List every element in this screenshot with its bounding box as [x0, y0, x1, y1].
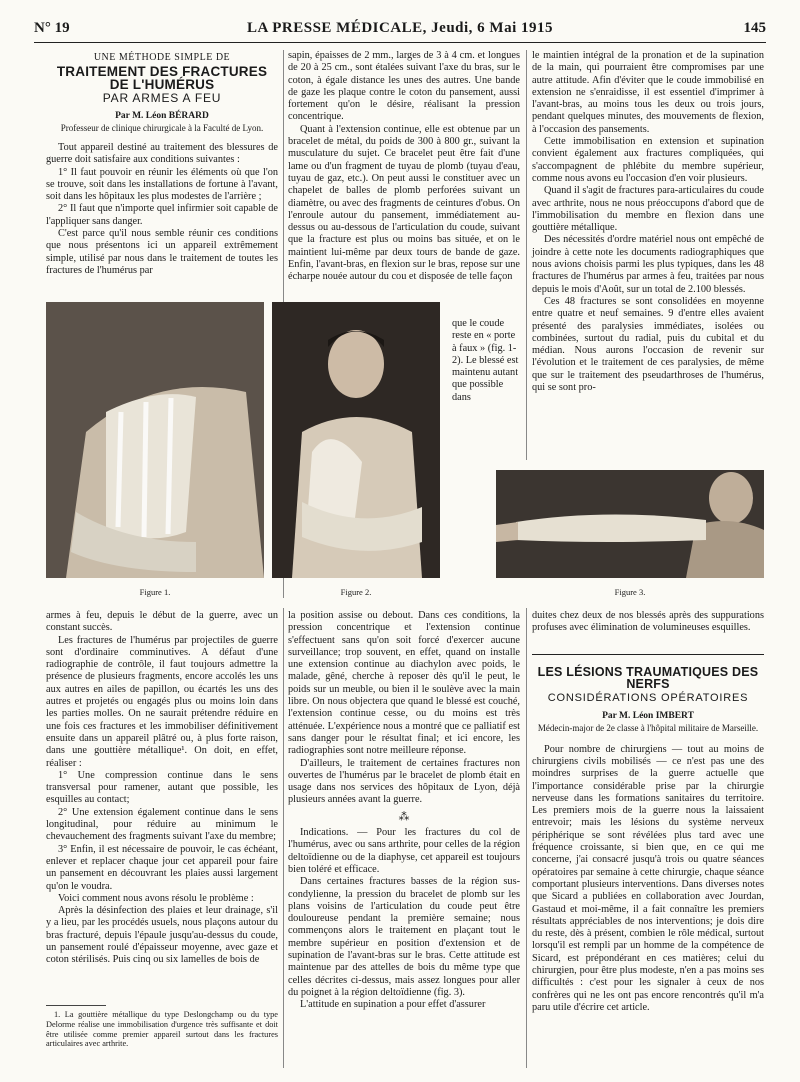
paragraph: 1° Il faut pouvoir en réunir les éléments où que l'on se trouve, soit dans les installations de fortune à l'avant, soit dans les hôpitaux les plus modestes de l'arrière ;	[46, 166, 278, 203]
column-2-bottom	[288, 610, 520, 1012]
figure-3-photo	[496, 470, 764, 578]
paragraph: la position assise ou debout. Dans ces conditions, la pression concentrique et l'extension continue s'effectuent sans qu'on soit forcé d'exercer aucune surveillance; trop souvent, en effet, quand on installe une extension continue au diachylon avec poids, le malade, gêné, cherche à reposer dès qu'il le peut, le poids sur un meuble, ou bien il le soulève avec la main libre. On nous objectera que quand le blessé est couché, l'extension continue cesse, ou du moins est très atténuée. L'expérience nous a montré que ce palliatif est sans danger pour le résultat final; et ici encore, les radiographies sont notre meilleure réponse.	[288, 610, 520, 757]
author-affiliation: Professeur de clinique chirurgicale à la Faculté de Lyon.	[60, 123, 264, 134]
article-kicker: UNE MÉTHODE SIMPLE DE	[93, 52, 231, 63]
paragraph: Indications. — Pour les fractures du col de l'humérus, avec ou sans arthrite, pour celles de la région deltoïdienne ou de la diaphyse, cet appareil est toujours bien toléré et efficace.	[288, 827, 520, 875]
footnote	[46, 1010, 278, 1049]
column-divider	[283, 608, 284, 1068]
paragraph: Pour nombre de chirurgiens — tout au moins de chirurgiens civils mobilisés — ce n'est pas une des moindres surprises de la guerre actuelle que l'importance considérable prise par la chirurgie nerveuse dans les formations sanitaires du territoire. Les premiers mois de la guerre nous la laissaient entrevoir; mais les lésions du système nerveux périphérique se sont révélées plus tard avec une fréquence croissante, si bien que, en ce qui me concerne, j'ai consacré jusqu'à trois ou quatre séances opératoires par semaine à cette chirurgie, chaque séance comportant plusieurs interventions. Dans diverses notes que Sicard a publiées en collaboration avec Jourdan, Gastaud et moi-même, il a fait connaître les premiers résultats appréciables de nos interventions; je dois dire du reste, dès à présent, combien le rôle médical, surtout lorsqu'il est rempli par un homme de la compétence de Sicard, est prépondérant en ces matières; celui du chirurgien, pour être plus modeste, n'en a pas moins ses difficultés : c'est pour les signaler à ceux de nos confrères qui ne les ont pas encore rencontrés qu'il m'a paru utile d'écrire cet article.	[532, 743, 764, 1013]
paragraph: Cette immobilisation en extension et supination convient également aux fractures compliquées, qui s'accompagnent de phlébite du membre supérieur, comme nous avons eu l'occasion d'en voir plusieurs.	[532, 136, 764, 184]
side-paragraph: que le coude reste en « porte à faux » (fig. 1-2). Le blessé est maintenu autant que possible dans	[452, 318, 519, 403]
article-2	[532, 664, 764, 1014]
extended-arm-illustration	[496, 470, 764, 578]
paragraph: C'est parce qu'il nous semble réunir ces conditions que nous présentons ici un appareil extrêmement simple, utilisé par nous dans le traitement de toutes les fractures de l'humérus par	[46, 228, 278, 276]
paragraph: sapin, épaisses de 2 mm., larges de 3 à 4 cm. et longues de 20 à 25 cm., sont étalées suivant l'axe du bras, sur le coton, à égale distance les unes des autres. Une bande de gaze les plaque contre le coton du pansement, aussi fortement qu'on le désire, réalisant la pression concentrique.	[288, 50, 520, 123]
footnote-text: 1. La gouttière métallique du type Deslongchamp ou du type Delorme réalise une immobilisation d'urgence très suffisante et doit être utilisée comme premier appareil surtout dans les fractures articulaires avec arthrite.	[46, 1010, 278, 1049]
journal-title: LA PRESSE MÉDICALE, Jeudi, 6 Mai 1915	[246, 20, 554, 36]
paragraph: 2° Une extension également continue dans le sens longitudinal, pour réduire au minimum le chevauchement des fragments suivant l'axe du membre;	[46, 806, 278, 843]
paragraph: Quant à l'extension continue, elle est obtenue par un bracelet de métal, du poids de 300 à 800 gr., suivant la musculature du sujet. Ce bracelet peut être fait d'une lame ou d'un fragment de tuyau de plomb (tuyau d'eau, tuyau de gaz, etc.). On peut aussi le constituer avec un chapelet de balles de plomb perforées suivant un diamètre, ou avec des fragments de ceintures d'obus. On l'enroule autour du pansement, immédiatement au-dessus ou au-dessous de l'articulation du coude, suivant que la fracture est plus ou moins bas située, et on le maintient lui-même par deux tours de bande de gaze. Enfin, l'avant-bras, en flexion sur le bras, repose sur une écharpe nouée autour du cou et disposée de telle façon	[288, 123, 520, 283]
paragraph: armes à feu, depuis le début de la guerre, avec un constant succès.	[46, 610, 278, 634]
paragraph: le maintien intégral de la pronation et de la supination de la main, qui pourraient être compromises par une autre attitude. Afin d'éviter que le coude immobilisé en extension ne s'enraidisse, il est essentiel d'imprimer à l'avant-bras, au moins tous les deux ou trois jours, pendant quelques minutes, des mouvements de flexion, à l'occasion des pansements.	[532, 50, 764, 135]
article-separator-rule	[532, 654, 764, 655]
paragraph: Ces 48 fractures se sont consolidées en moyenne entre quatre et neuf semaines. 9 d'entre elles avaient présenté des paralysies immédiates, isolées ou combinées, surtout du radial, puis du cubital et du médian. Nous aurons l'occasion de revenir sur l'évolution et le traitement de ces paralysies, de même que sur le traitement des pseudarthroses de l'humérus, qui se sont pro-	[532, 295, 764, 394]
column-divider	[526, 50, 527, 460]
column-1-top	[46, 50, 278, 277]
column-divider	[526, 608, 527, 1068]
paragraph: Dans certaines fractures basses de la région sus-condylienne, la pression du bracelet de plomb sur les plans voisins de l'articulation du coude peut être douloureuse pendant la première semaine; nous commençons alors le traitement en plaçant tout le membre supérieur en position d'extension et de supination de l'avant-bras sur le bras. Cette attitude est maintenue par des attelles de bois du même type que celles décrites ci-dessus, mais assez longues pour aller du poignet à la région deltoïdienne (fig. 3).	[288, 876, 520, 998]
column-1-bottom	[46, 610, 278, 967]
paragraph: Voici comment nous avons résolu le problème :	[58, 892, 254, 904]
article-2-author: Par M. Léon IMBERT	[602, 710, 694, 721]
paragraph: L'attitude en supination a pour effet d'assurer	[300, 999, 486, 1011]
figure-1-photo	[46, 302, 264, 578]
paragraph: Les fractures de l'humérus par projectiles de guerre sont d'ordinaire comminutives. A défaut d'une radiographie de contrôle, il faut toujours admettre la présence de plusieurs fragments, encore accolés les uns aux autres en ailes de papillon, ou écartés les uns des autres et projetés ou engagés plus ou moins loin dans les parties molles. On ne saurait prétendre réduire en une fois ces fractures et les immobiliser définitivement ensuite dans un appareil plâtré ou, à plus forte raison, dans une gouttière métallique¹. On doit, en effet, réaliser :	[46, 634, 278, 769]
article-author: Par M. Léon BÉRARD	[115, 111, 209, 122]
article-2-title: LES LÉSIONS TRAUMATIQUES DES NERFS	[537, 665, 759, 692]
paragraph: 3° Enfin, il est nécessaire de pouvoir, le cas échéant, enlever et replacer chaque jour cet appareil pour faire un pansement en découvrant les plaies aussi largement qu'on le voudra.	[46, 843, 278, 892]
column-3-top	[532, 50, 764, 394]
figure-1-caption: Figure 1.	[139, 587, 171, 597]
figure-2-caption: Figure 2.	[340, 587, 372, 597]
paragraph: Tout appareil destiné au traitement des blessures de guerre doit satisfaire aux conditions suivantes :	[46, 141, 278, 166]
page-header	[34, 18, 766, 43]
footnote-rule	[46, 1005, 106, 1006]
article-title: TRAITEMENT DES FRACTURES DE L'HUMÉRUS	[56, 64, 268, 92]
paragraph: 1° Une compression continue dans le sens transversal pour ramener, autant que possible, les esquilles au contact;	[46, 769, 278, 806]
paragraph: Des nécessités d'ordre matériel nous ont empêché de joindre à cette note les documents radiographiques que nous avions choisis parmi les plus typiques, dans les 48 fractures de l'humérus par armes à feu, traitées par nous depuis le mois d'Août, sur un total de 2.100 blessés.	[532, 234, 764, 295]
figure-3-caption: Figure 3.	[614, 587, 646, 597]
column-3-bottom	[532, 610, 764, 635]
paragraph: 2° Il faut que n'importe quel infirmier soit capable de l'appliquer sans danger.	[46, 203, 278, 227]
page-number: 145	[743, 20, 766, 36]
patient-portrait-illustration	[272, 302, 440, 578]
arm-splint-illustration	[46, 302, 264, 578]
figure-2-photo	[272, 302, 440, 578]
column-2-side-text	[452, 318, 520, 404]
article-2-subtitle: CONSIDÉRATIONS OPÉRATOIRES	[547, 691, 749, 704]
issue-number: N° 19	[34, 20, 70, 36]
paragraph: Après la désinfection des plaies et leur drainage, s'il y a lieu, par les procédés usuels, nous plaçons autour du bras fracturé, depuis l'épaule jusqu'au-dessus du coude, un pansement roulé d'épaisseur moyenne, avec gaze et coton stérilisés. Puis cinq ou six lamelles de bois de	[46, 905, 278, 966]
paragraph: Quand il s'agit de fractures para-articulaires du coude avec arthrite, nous ne nous préoccupons d'abord que de l'immobilisation du membre en flexion dans une gouttière métallique.	[532, 185, 764, 234]
article-subtitle: PAR ARMES A FEU	[102, 90, 222, 105]
column-2-top	[288, 50, 520, 284]
paragraph: D'ailleurs, le traitement de certaines fractures non ouvertes de l'humérus par le bracelet de plomb était en usage dans nos services des hôpitaux de Lyon, déjà plusieurs années avant la guerre.	[288, 757, 520, 806]
section-separator: ⁂	[398, 810, 410, 823]
article-2-affiliation: Médecin-major de 2e classe à l'hôpital militaire de Marseille.	[537, 723, 759, 734]
paragraph: duites chez deux de nos blessés après des suppurations profuses avec élimination de volumineuses esquilles.	[532, 610, 764, 634]
